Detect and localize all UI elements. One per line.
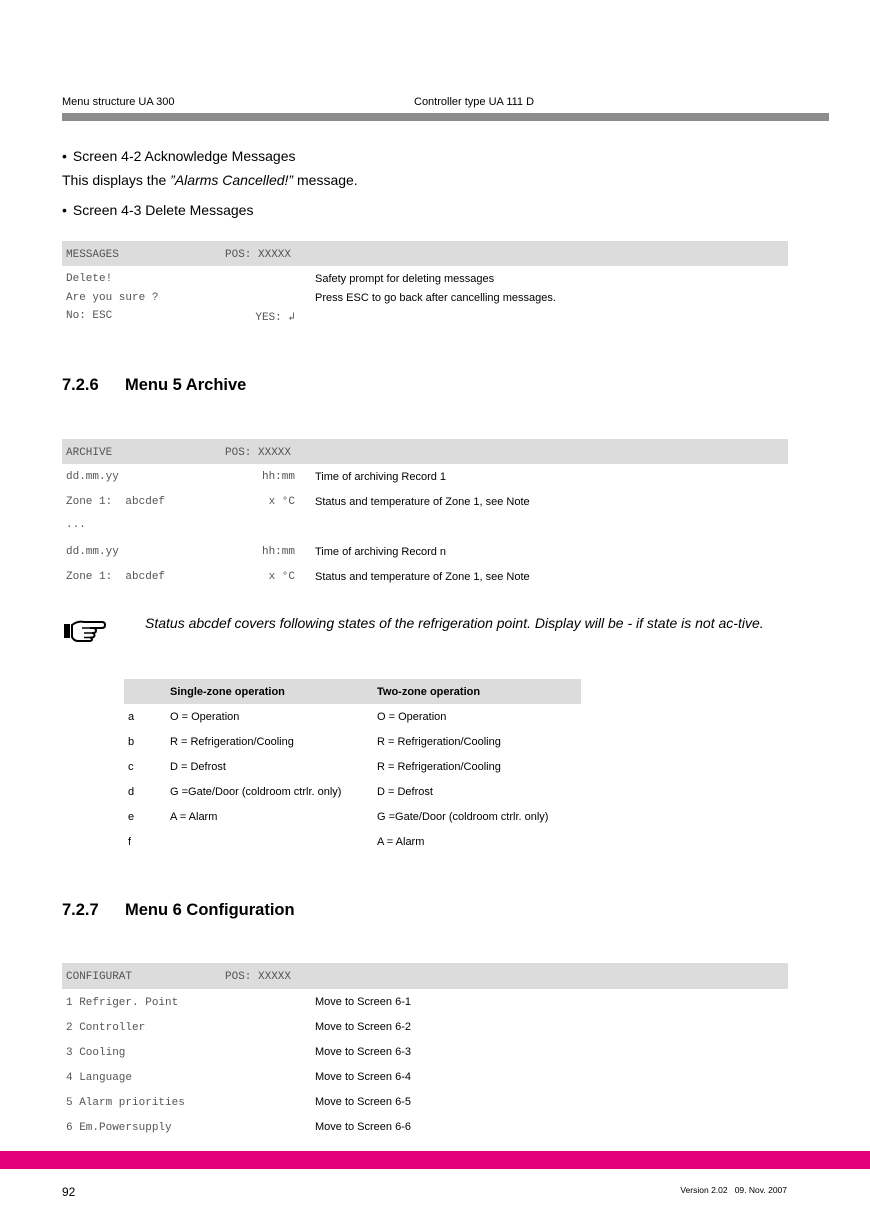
table-row (124, 779, 581, 804)
archive-row-left: ... (66, 519, 86, 531)
single-zone-state: R = Refrigeration/Cooling (170, 736, 294, 748)
table-row (124, 829, 581, 854)
screen-4-3-label: Screen 4-3 Delete Messages (72, 202, 254, 218)
state-letter: e (128, 811, 135, 823)
config-item-desc: Move to Screen 6-5 (315, 1096, 411, 1108)
config-item-desc: Move to Screen 6-1 (315, 996, 411, 1008)
two-zone-state: R = Refrigeration/Cooling (377, 761, 501, 773)
state-letter: b (128, 736, 135, 748)
messages-row (62, 266, 788, 286)
section-number: 7.2.6 (62, 376, 99, 394)
screen-4-3-item (62, 202, 253, 218)
configuration-screen-panel (62, 963, 788, 1139)
archive-title: ARCHIVE (66, 447, 113, 459)
header-two-zone: Two-zone operation (377, 686, 481, 698)
note-text: Status abcdef covers following states of the refrigeration point. Display will be - if state is not ac-tive. (145, 615, 764, 631)
two-zone-state: O = Operation (377, 711, 447, 723)
messages-row (62, 286, 788, 305)
messages-row (62, 305, 788, 324)
messages-row-desc: Safety prompt for deleting messages (315, 273, 495, 285)
page-number: 92 (62, 1185, 76, 1199)
two-zone-state: A = Alarm (377, 836, 425, 848)
state-letter: f (128, 836, 132, 848)
table-row (124, 754, 581, 779)
pointing-hand-icon (62, 618, 110, 642)
config-item-desc: Move to Screen 6-4 (315, 1071, 411, 1083)
single-zone-state: D = Defrost (170, 761, 226, 773)
config-item-label: 1 Refriger. Point (66, 997, 179, 1009)
two-zone-state: G =Gate/Door (coldroom ctrlr. only) (377, 811, 549, 823)
header-divider (62, 113, 829, 121)
archive-row-left: dd.mm.yy (66, 471, 119, 483)
header-left: Menu structure UA 300 (62, 96, 175, 108)
archive-row-desc: Status and temperature of Zone 1, see Note (315, 571, 530, 583)
archive-row (62, 464, 788, 489)
config-row (62, 1064, 788, 1089)
messages-row-left: Are you sure ? (66, 292, 159, 304)
archive-screen-panel (62, 439, 788, 589)
two-zone-state: D = Defrost (377, 786, 433, 798)
archive-row-right: x °C (268, 496, 295, 508)
config-item-label: 6 Em.Powersupply (66, 1122, 172, 1134)
states-table-header (124, 679, 581, 704)
header-single-zone: Single-zone operation (170, 686, 285, 698)
state-letter: a (128, 711, 135, 723)
config-row (62, 1039, 788, 1064)
footer-accent-bar (0, 1151, 870, 1169)
states-table (124, 679, 581, 854)
section-number: 7.2.7 (62, 901, 99, 919)
section-7-2-6-heading (62, 376, 246, 395)
archive-row-right: hh:mm (261, 471, 295, 483)
single-zone-state: A = Alarm (170, 811, 218, 823)
section-title: Menu 6 Configuration (125, 901, 295, 919)
messages-panel-header (62, 241, 788, 266)
config-title: CONFIGURAT (66, 971, 133, 983)
messages-row-right: YES: ↲ (255, 312, 295, 324)
version-info: Version 2.02 09. Nov. 2007 (680, 1185, 787, 1195)
archive-row-right: hh:mm (261, 546, 295, 558)
section-title: Menu 5 Archive (125, 376, 247, 394)
archive-row (62, 489, 788, 514)
config-panel-header (62, 963, 788, 989)
config-row (62, 989, 788, 1014)
archive-row-desc: Time of archiving Record 1 (315, 471, 447, 483)
archive-row-right: x °C (268, 571, 295, 583)
archive-row-left: Zone 1: abcdef (66, 496, 166, 508)
messages-row-left: No: ESC (66, 310, 113, 322)
messages-row-left: Delete! (66, 273, 113, 285)
archive-row (62, 539, 788, 564)
archive-row (62, 514, 788, 539)
config-item-label: 3 Cooling (66, 1047, 126, 1059)
archive-row (62, 564, 788, 589)
archive-row-left: Zone 1: abcdef (66, 571, 166, 583)
state-letter: c (128, 761, 134, 773)
state-letter: d (128, 786, 135, 798)
archive-row-desc: Time of archiving Record n (315, 546, 447, 558)
config-item-label: 5 Alarm priorities (66, 1097, 185, 1109)
messages-pos: POS: XXXXX (225, 249, 292, 261)
config-pos: POS: XXXXX (225, 971, 292, 983)
archive-pos: POS: XXXXX (225, 447, 292, 459)
screen-4-2-item (62, 148, 295, 164)
config-item-desc: Move to Screen 6-2 (315, 1021, 411, 1033)
table-row (124, 804, 581, 829)
single-zone-state: G =Gate/Door (coldroom ctrlr. only) (170, 786, 342, 798)
config-item-label: 2 Controller (66, 1022, 146, 1034)
header-center: Controller type UA 111 D (414, 96, 535, 108)
alarms-cancelled-quote: ”Alarms Cancelled!” (170, 172, 294, 188)
config-row (62, 1114, 788, 1139)
config-item-desc: Move to Screen 6-6 (315, 1121, 411, 1133)
archive-row-desc: Status and temperature of Zone 1, see Note (315, 496, 530, 508)
single-zone-state: O = Operation (170, 711, 240, 723)
config-item-desc: Move to Screen 6-3 (315, 1046, 411, 1058)
table-row (124, 729, 581, 754)
messages-title: MESSAGES (66, 249, 119, 261)
config-item-label: 4 Language (66, 1072, 133, 1084)
display-prefix: This displays the (62, 172, 171, 188)
messages-screen-panel (62, 241, 788, 324)
two-zone-state: R = Refrigeration/Cooling (377, 736, 501, 748)
archive-panel-header (62, 439, 788, 464)
config-row (62, 1089, 788, 1114)
display-suffix: message. (293, 172, 358, 188)
display-sentence (62, 172, 358, 188)
config-row (62, 1014, 788, 1039)
messages-row-desc: Press ESC to go back after cancelling messages. (315, 292, 556, 304)
archive-row-left: dd.mm.yy (66, 546, 119, 558)
table-row (124, 704, 581, 729)
section-7-2-7-heading (62, 901, 295, 920)
screen-4-2-label: Screen 4-2 Acknowledge Messages (72, 148, 296, 164)
